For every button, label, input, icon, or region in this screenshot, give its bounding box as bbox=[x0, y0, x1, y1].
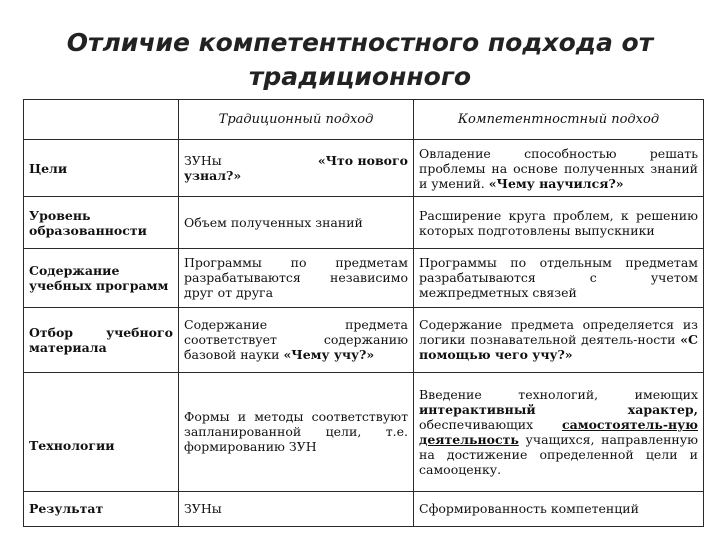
row-criterion: Цели bbox=[24, 140, 179, 197]
table-row bbox=[24, 372, 704, 491]
row-traditional: Объем полученных знаний bbox=[179, 197, 414, 249]
row-competence: Расширение круга проблем, к решению которых подготовлены выпускники bbox=[414, 197, 704, 249]
row-traditional: ЗУНы bbox=[179, 491, 414, 526]
competence-part-6: учащихся, направленную на достижение определенной цели и самооценку. bbox=[419, 431, 698, 477]
table-row bbox=[24, 140, 704, 197]
traditional-zuny: ЗУНы bbox=[184, 153, 222, 169]
comparison-table bbox=[23, 99, 704, 527]
competence-underlined: самостоятель-ную деятельность bbox=[419, 416, 698, 447]
header-corner bbox=[24, 100, 179, 140]
row-criterion: Технологии bbox=[24, 372, 179, 491]
competence-bold-character: характер, bbox=[627, 401, 698, 417]
competence-bold: «Чему научился?» bbox=[488, 175, 624, 191]
row-competence bbox=[414, 372, 704, 491]
title-line-1: Отличие компетентностного подхода от bbox=[66, 28, 654, 57]
traditional-bold: «Чему учу?» bbox=[283, 347, 375, 363]
row-traditional: Формы и методы соответствуют запланированной цели, т.е. формированию ЗУН bbox=[179, 372, 414, 491]
row-traditional bbox=[179, 307, 414, 372]
competence-text: Содержание предмета определяется из логики познавательной деятель-ности bbox=[419, 317, 698, 348]
page-title bbox=[0, 26, 720, 94]
row-criterion: Результат bbox=[24, 491, 179, 526]
row-criterion: Уровень образованности bbox=[24, 197, 179, 249]
traditional-text: Содержание предмета соответствует содержанию базовой науки bbox=[184, 317, 408, 363]
row-criterion: Содержание учебных программ bbox=[24, 248, 179, 307]
title-line-2: традиционного bbox=[248, 62, 472, 91]
competence-text: Овладение способностью решать проблемы на основе полученных знаний и умений. bbox=[419, 145, 698, 191]
table-header-row bbox=[24, 100, 704, 140]
table-row bbox=[24, 491, 704, 526]
competence-bold-interactive: интерактивный bbox=[419, 401, 536, 417]
header-competence: Компетентностный подход bbox=[414, 100, 704, 140]
competence-bold: «С помощью чего учу?» bbox=[419, 332, 698, 363]
competence-part-1: Введение технологий, имеющих bbox=[419, 386, 698, 402]
table-row bbox=[24, 197, 704, 249]
row-competence bbox=[414, 307, 704, 372]
row-competence bbox=[414, 140, 704, 197]
traditional-quote-end: узнал?» bbox=[184, 168, 242, 184]
row-competence: Сформированность компетенций bbox=[414, 491, 704, 526]
traditional-quote: «Что нового bbox=[317, 153, 408, 169]
row-traditional: Программы по предметам разрабатываются независимо друг от друга bbox=[179, 248, 414, 307]
table-row bbox=[24, 307, 704, 372]
header-traditional: Традиционный подход bbox=[179, 100, 414, 140]
table-row bbox=[24, 248, 704, 307]
row-competence: Программы по отдельным предметам разрабатываются с учетом межпредметных связей bbox=[414, 248, 704, 307]
competence-part-4: обеспечивающих bbox=[419, 416, 534, 432]
row-criterion: Отбор учебного материала bbox=[24, 307, 179, 372]
row-traditional bbox=[179, 140, 414, 197]
